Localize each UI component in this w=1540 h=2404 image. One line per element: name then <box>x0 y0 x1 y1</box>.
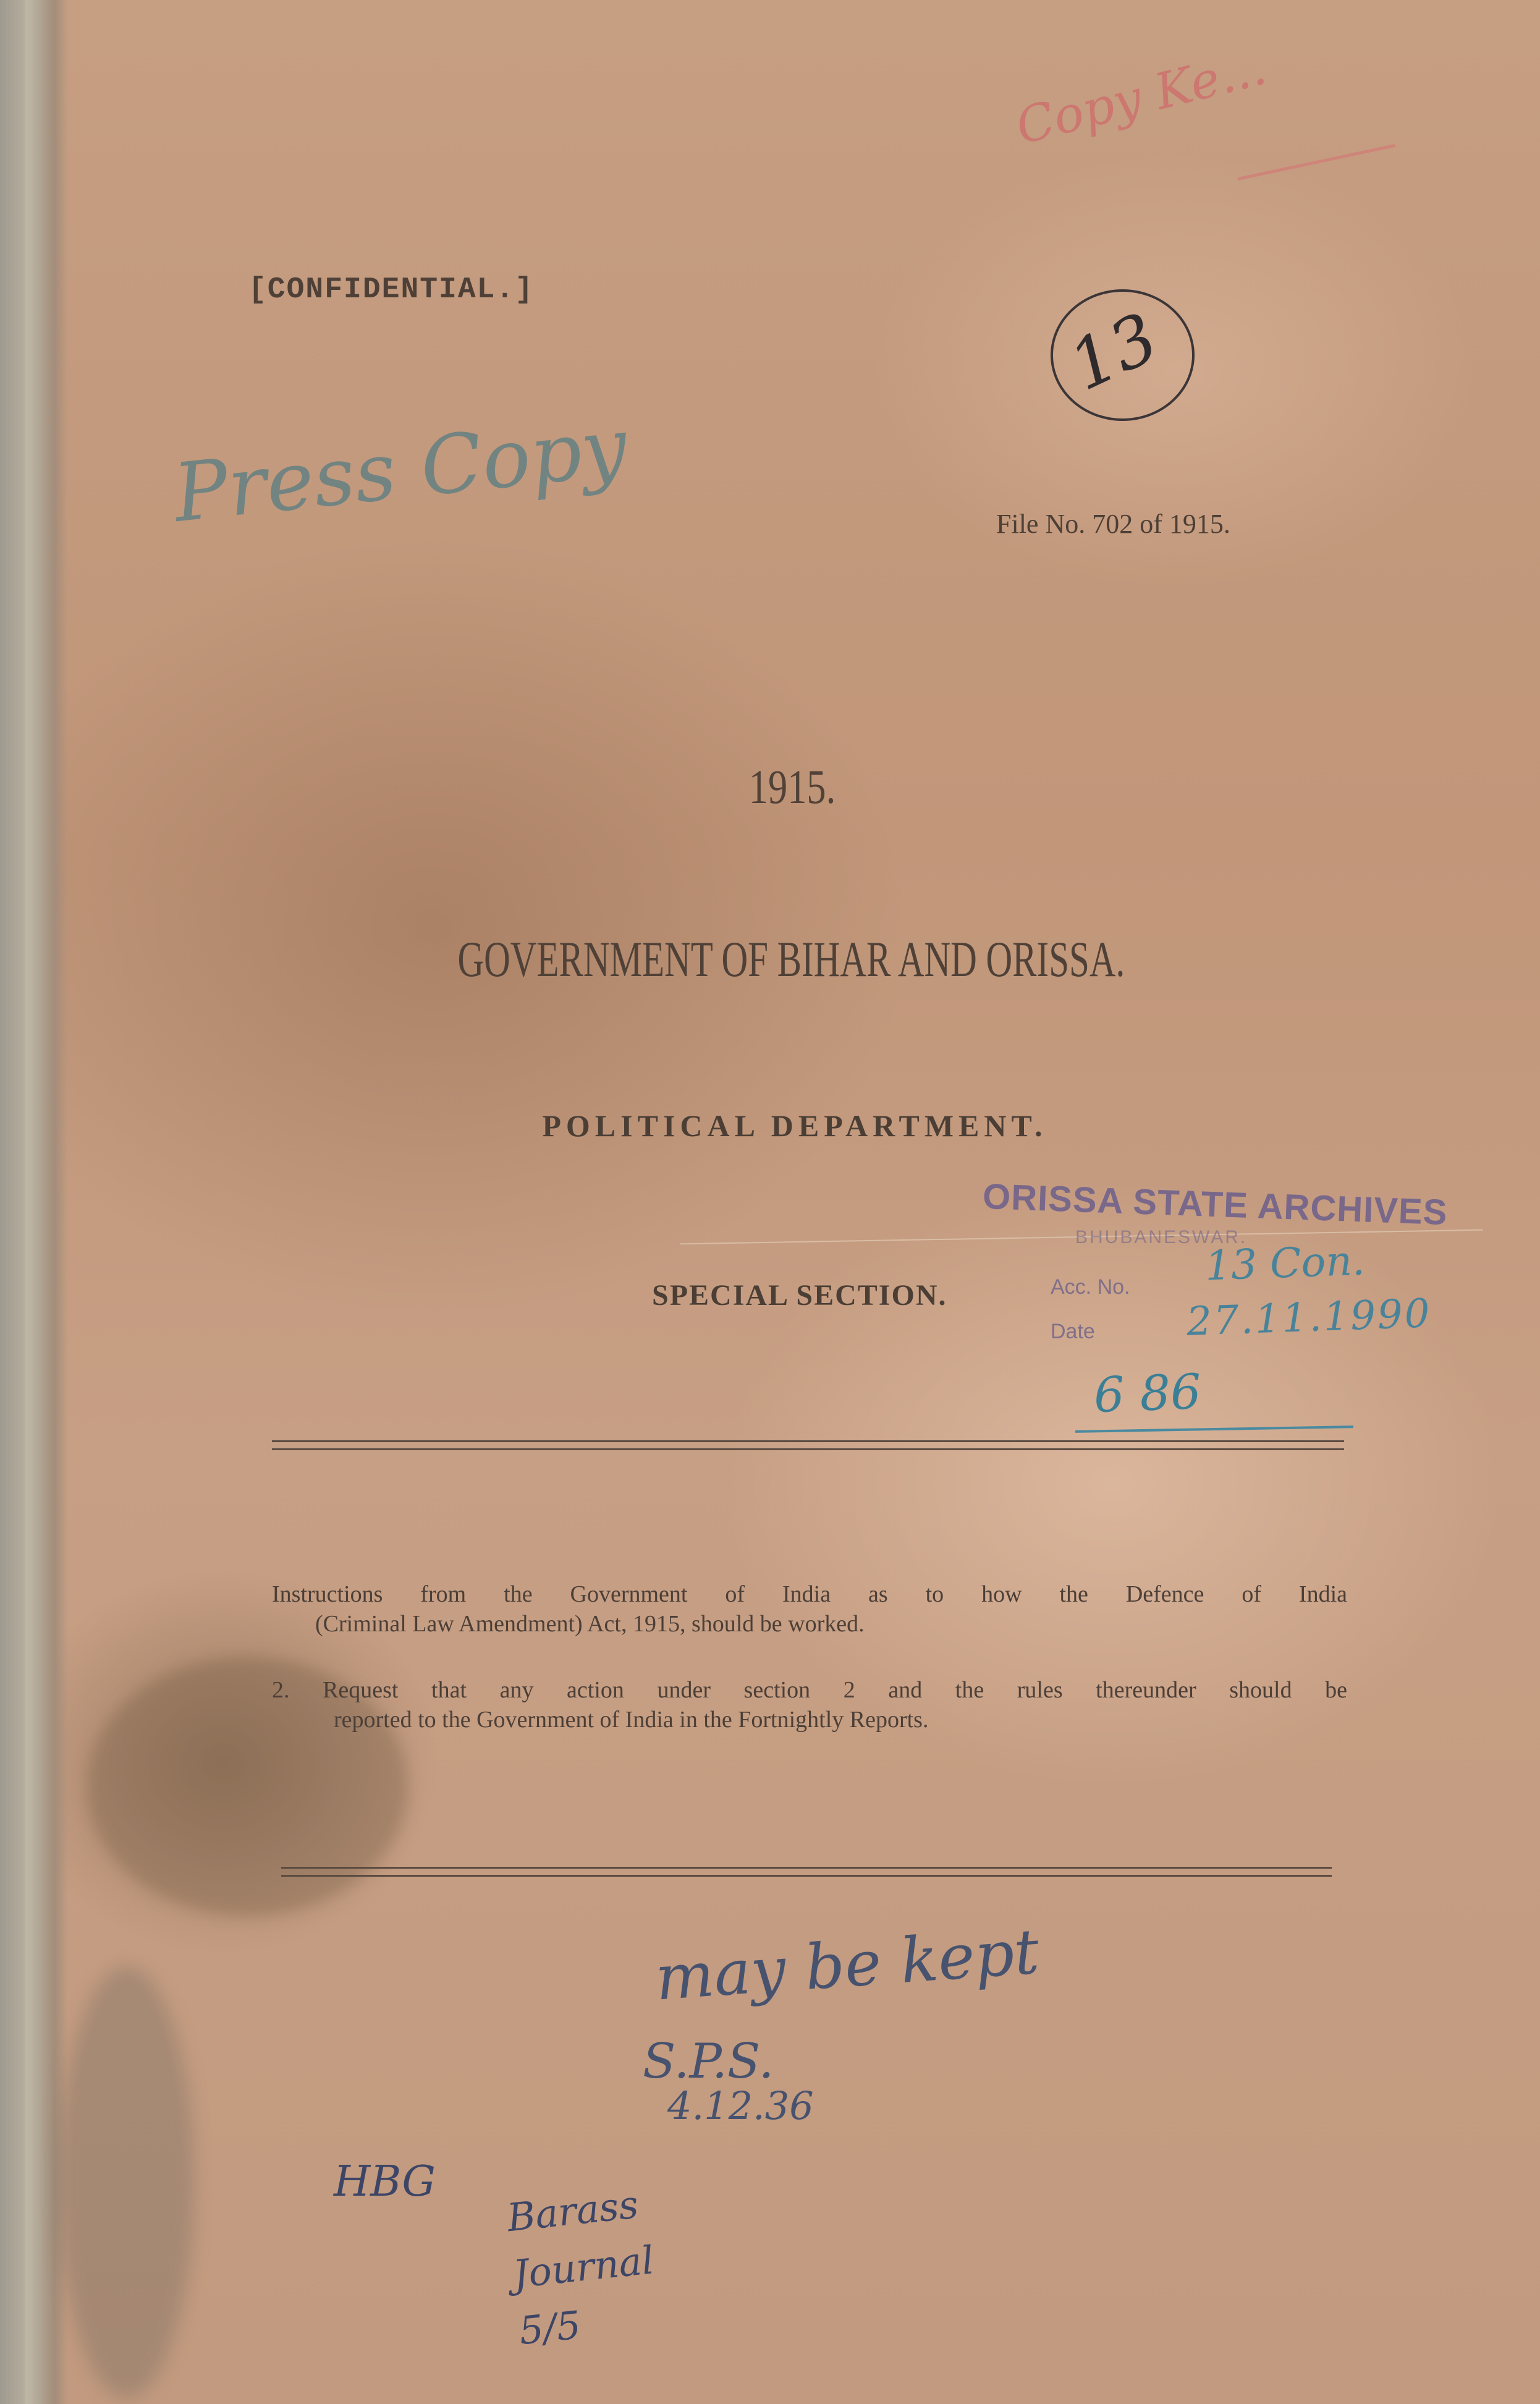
stamp-title: ORISSA STATE ARCHIVES <box>982 1176 1449 1233</box>
handwritten-minute: may be kept <box>653 1915 1042 2015</box>
handwritten-number: 6 86 <box>1093 1364 1203 1424</box>
double-rule-top <box>272 1440 1344 1450</box>
item-line: 2. Request that any action under section 2 and the rules thereunder should be <box>272 1677 1347 1703</box>
ink-underline <box>1075 1425 1353 1433</box>
bottom-initials: HBG <box>334 2157 436 2206</box>
subject-item-2 <box>272 1675 1347 1735</box>
subject-item-1 <box>272 1579 1347 1639</box>
section-heading: SPECIAL SECTION. <box>652 1279 947 1312</box>
minute-date: 4.12.36 <box>667 2083 814 2128</box>
stamp-accession-label: Acc. No. <box>1051 1275 1130 1299</box>
bottom-note-line: Barass <box>505 2181 641 2241</box>
item-line: reported to the Government of India in the Fortnightly Reports. <box>334 1707 929 1733</box>
double-rule-bottom <box>281 1867 1332 1877</box>
accession-number: 13 Con. <box>1204 1236 1366 1290</box>
red-pencil-stroke <box>1237 144 1395 181</box>
item-line: Instructions from the Government of India as to how the Defence of India <box>272 1581 1347 1607</box>
item-line: (Criminal Law Amendment) Act, 1915, should be worked. <box>315 1611 865 1637</box>
department-heading: POLITICAL DEPARTMENT. <box>542 1108 1047 1143</box>
minute-initials: S.P.S. <box>643 2034 774 2089</box>
binding-strip <box>25 0 43 2404</box>
bottom-note <box>504 2175 662 2359</box>
bottom-note-line: 5/5 <box>517 2302 583 2354</box>
water-stain <box>59 1966 195 2398</box>
folio-number: 13 <box>1057 297 1170 406</box>
government-heading: GOVERNMENT OF BIHAR AND ORISSA. <box>457 931 1125 987</box>
pencil-note: Press Copy <box>169 399 632 541</box>
file-number: File No. 702 of 1915. <box>996 509 1230 539</box>
document-year: 1915. <box>748 760 836 813</box>
stamp-date-label: Date <box>1051 1320 1095 1343</box>
classification-label: [CONFIDENTIAL.] <box>248 273 535 307</box>
stamp-subtitle: BHUBANESWAR. <box>1075 1227 1248 1247</box>
bottom-note-line: Journal <box>510 2237 656 2297</box>
red-pencil-note: Copy Ke... <box>1010 38 1272 156</box>
accession-date: 27.11.1990 <box>1185 1291 1432 1345</box>
